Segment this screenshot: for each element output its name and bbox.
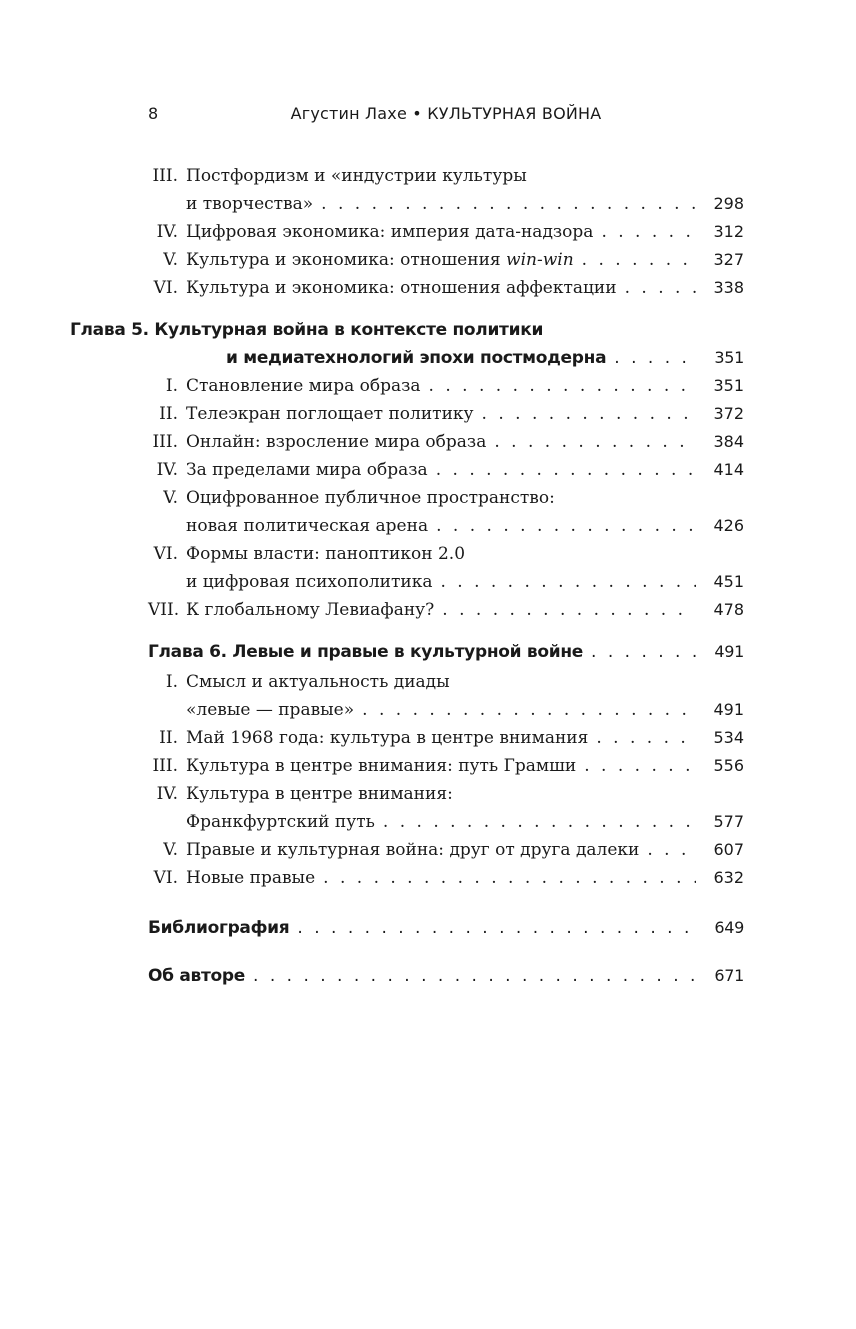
toc-entry[interactable] <box>148 400 744 428</box>
page-ref: 649 <box>714 918 744 937</box>
roman-numeral: I. <box>165 376 178 396</box>
dot-leader <box>429 372 696 400</box>
roman-numeral: IV. <box>156 460 178 480</box>
roman-numeral: III. <box>152 756 178 776</box>
entry-text-line2: и творчества» <box>186 194 314 214</box>
entry-text <box>186 246 574 274</box>
page-ref: 414 <box>713 460 744 479</box>
bibliography-entry[interactable] <box>148 914 744 942</box>
dot-leader <box>436 512 696 540</box>
entry-text: Культура и экономика: отношения аффектации <box>186 278 617 298</box>
roman-numeral: VI. <box>153 544 178 564</box>
dot-leader <box>362 696 696 724</box>
page-ref: 338 <box>713 278 744 297</box>
toc-entry[interactable] <box>148 218 744 246</box>
page-ref: 534 <box>713 728 744 747</box>
entry-text-line2: «левые — правые» <box>186 700 355 720</box>
entry-text: За пределами мира образа <box>186 460 428 480</box>
roman-numeral: II. <box>159 728 178 748</box>
dot-leader <box>321 190 696 218</box>
roman-numeral: IV. <box>156 222 178 242</box>
entry-text: Становление мира образа <box>186 376 421 396</box>
dot-leader <box>253 962 696 990</box>
toc-entry[interactable] <box>148 724 744 752</box>
entry-text: Онлайн: взросление мира образа <box>186 432 487 452</box>
entry-text: Телеэкран поглощает политику <box>186 404 474 424</box>
dot-leader <box>442 596 696 624</box>
page-ref: 491 <box>713 700 744 719</box>
page-ref: 327 <box>713 250 744 269</box>
page-ref: 451 <box>713 572 744 591</box>
page-ref: 607 <box>713 840 744 859</box>
entry-text-line2: и цифровая психополитика <box>186 572 433 592</box>
roman-numeral: III. <box>152 432 178 452</box>
entry-text: Май 1968 года: культура в центре внимания <box>186 728 589 748</box>
roman-numeral: VII. <box>148 600 180 620</box>
page-ref: 312 <box>713 222 744 241</box>
toc-entry[interactable] <box>148 428 744 456</box>
entry-text-line2: новая политическая арена <box>186 516 429 536</box>
entry-text-italic: win-win <box>506 250 574 270</box>
entry-text: Правые и культурная война: друг от друга далеки <box>186 840 640 860</box>
dot-leader <box>584 752 696 780</box>
toc-entry[interactable] <box>148 372 744 400</box>
dot-leader <box>297 914 696 942</box>
dot-leader <box>625 274 696 302</box>
chapter-entry[interactable] <box>70 316 744 372</box>
entry-text-line1: Культура в центре внимания: <box>186 784 453 804</box>
dot-leader <box>383 808 696 836</box>
roman-numeral: IV. <box>156 784 178 804</box>
dot-leader <box>601 218 696 246</box>
page-ref: 426 <box>713 516 744 535</box>
entry-text-line1: Смысл и актуальность диады <box>186 672 450 692</box>
toc-entry[interactable] <box>148 274 744 302</box>
page-ref: 372 <box>713 404 744 423</box>
roman-numeral: III. <box>152 166 178 186</box>
page-ref: 351 <box>714 348 744 367</box>
dot-leader <box>436 456 696 484</box>
chapter-title: Глава 6. Левые и правые в культурной войне <box>148 642 584 662</box>
dot-leader <box>482 400 696 428</box>
toc-entry[interactable] <box>148 864 744 892</box>
entry-text: Культура в центре внимания: путь Грамши <box>186 756 577 776</box>
entry-text: Цифровая экономика: империя дата-надзора <box>186 222 594 242</box>
entry-text: Об авторе <box>148 966 246 986</box>
roman-numeral: I. <box>165 672 178 692</box>
page-number: 8 <box>148 104 159 123</box>
chapter-title-line1: Глава 5. Культурная война в контексте политики <box>70 320 544 340</box>
entry-text-line2: Франкфуртский путь <box>186 812 375 832</box>
page-ref: 632 <box>713 868 744 887</box>
running-title: Агустин Лахе • КУЛЬТУРНАЯ ВОЙНА <box>290 104 602 123</box>
toc-entry[interactable] <box>148 836 744 864</box>
dot-leader <box>440 568 696 596</box>
toc-entry[interactable] <box>148 540 744 596</box>
roman-numeral: VI. <box>153 278 178 298</box>
dot-leader <box>323 864 696 892</box>
dot-leader <box>614 344 696 372</box>
roman-numeral: II. <box>159 404 178 424</box>
toc-entry[interactable] <box>148 484 744 540</box>
toc-entry[interactable] <box>148 752 744 780</box>
dot-leader <box>582 246 696 274</box>
toc-entry[interactable] <box>148 456 744 484</box>
page-ref: 491 <box>714 642 744 661</box>
about-author-entry[interactable] <box>148 962 744 990</box>
roman-numeral: V. <box>163 250 178 270</box>
page-ref: 671 <box>714 966 744 985</box>
toc-entry[interactable] <box>148 596 744 624</box>
toc-entry[interactable] <box>148 780 744 836</box>
page-ref: 577 <box>713 812 744 831</box>
dot-leader <box>647 836 696 864</box>
dot-leader <box>596 724 696 752</box>
entry-text-line1: Постфордизм и «индустрии культуры <box>186 166 527 186</box>
chapter-entry[interactable] <box>148 638 744 666</box>
entry-text: Библиография <box>148 918 290 938</box>
entry-text-line1: Оцифрованное публичное пространство: <box>186 488 555 508</box>
entry-text: К глобальному Левиафану? <box>186 600 435 620</box>
dot-leader <box>591 638 696 666</box>
entry-text-line1: Формы власти: паноптикон 2.0 <box>186 544 466 564</box>
page-ref: 298 <box>713 194 744 213</box>
table-of-contents <box>70 162 744 990</box>
page-ref: 556 <box>713 756 744 775</box>
page-ref: 478 <box>713 600 744 619</box>
toc-entry[interactable] <box>148 246 744 274</box>
toc-entry[interactable] <box>148 668 744 724</box>
entry-text-main: Культура и экономика: отношения <box>186 250 507 270</box>
toc-entry[interactable] <box>148 162 744 218</box>
dot-leader <box>494 428 696 456</box>
page-ref: 384 <box>713 432 744 451</box>
entry-text: Новые правые <box>186 868 316 888</box>
roman-numeral: V. <box>163 840 178 860</box>
roman-numeral: V. <box>163 488 178 508</box>
page-ref: 351 <box>713 376 744 395</box>
chapter-title-line2: и медиатехнологий эпохи постмодерна <box>226 348 607 368</box>
page-header <box>148 104 744 130</box>
roman-numeral: VI. <box>153 868 178 888</box>
